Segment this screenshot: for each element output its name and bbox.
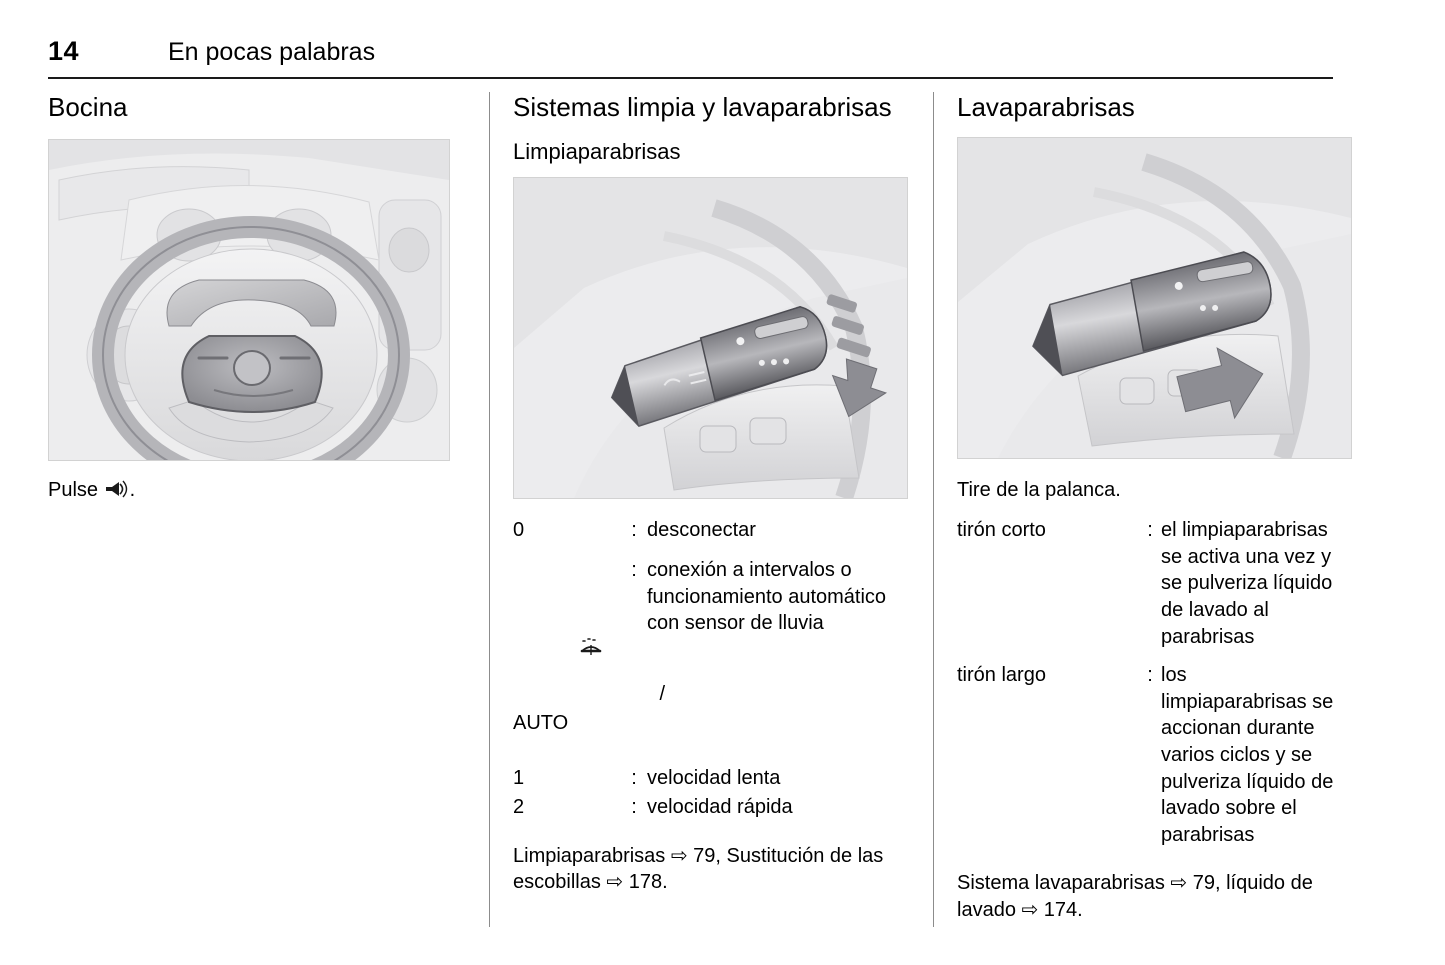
wiper-setting-row <box>513 794 905 821</box>
washer-setting-term: tirón largo <box>957 664 1046 687</box>
steering-wheel-horn-illustration <box>48 139 450 461</box>
washer-setting-row <box>957 517 1336 650</box>
wiper-settings-list <box>513 517 905 821</box>
wiper-setting-row <box>513 517 905 544</box>
washer-setting-desc: el limpiaparabrisas se activa una vez y se pulveriza líquido de lavado al parabrisas <box>1161 519 1333 648</box>
wiper-stalk-illustration <box>513 177 908 499</box>
washer-setting-row <box>957 662 1336 848</box>
horn-caption <box>48 479 459 502</box>
wiper-setting-colon: : <box>631 767 637 790</box>
wiper-setting-desc: velocidad lenta <box>647 767 781 790</box>
washer-intro: Tire de la palanca. <box>957 478 1121 501</box>
section-title-lavaparabrisas: Lavaparabrisas <box>957 92 1135 122</box>
wiper-setting-row <box>513 765 905 792</box>
wiper-setting-term: 2 <box>513 796 525 819</box>
washer-settings-list <box>957 517 1336 848</box>
washer-stalk-illustration <box>957 137 1352 459</box>
wiper-intermittent-icon <box>580 584 658 710</box>
washer-setting-term: tirón corto <box>957 519 1046 542</box>
wiper-setting-term: 0 <box>513 518 525 541</box>
wiper-setting-row <box>513 557 905 763</box>
wiper-reference: Limpiaparabrisas ⇨ 79, Sustitución de las escobillas ⇨ 178. <box>513 844 884 894</box>
wiper-setting-colon: : <box>631 796 637 819</box>
section-title-sistemas-limpia: Sistemas limpia y lavaparabrisas <box>513 92 892 122</box>
washer-setting-desc: los limpiaparabrisas se accionan durante varios ciclos y se pulveriza líquido de lavado sobre el parabrisas <box>1161 664 1334 846</box>
wiper-setting-desc: desconectar <box>647 518 756 541</box>
wiper-setting-desc: velocidad rápida <box>647 796 793 819</box>
wiper-setting-term-auto: / AUTO <box>513 557 621 763</box>
section-title-bocina: Bocina <box>48 92 128 122</box>
washer-setting-colon: : <box>1147 519 1153 542</box>
page-header <box>48 36 1333 79</box>
washer-reference: Sistema lavaparabrisas ⇨ 79, líquido de lavado ⇨ 174. <box>957 872 1313 921</box>
wiper-setting-colon: : <box>631 518 637 541</box>
horn-caption-prefix: Pulse <box>48 478 104 501</box>
column-bocina <box>48 92 489 927</box>
washer-setting-colon: : <box>1147 664 1153 687</box>
column-lavaparabrisas <box>933 92 1336 927</box>
wiper-setting-colon: : <box>631 559 637 582</box>
wiper-setting-desc: conexión a intervalos o funcionamiento automático con sensor de lluvia <box>647 559 887 635</box>
horn-icon <box>104 480 130 498</box>
wiper-setting-term: 1 <box>513 767 525 790</box>
content-columns <box>48 92 1336 927</box>
subtitle-limpiaparabrisas: Limpiaparabrisas <box>513 138 681 164</box>
page-number: 14 <box>48 36 80 66</box>
column-limpiaparabrisas <box>489 92 933 927</box>
horn-caption-suffix: . <box>129 478 136 501</box>
page-title: En pocas palabras <box>168 38 376 66</box>
